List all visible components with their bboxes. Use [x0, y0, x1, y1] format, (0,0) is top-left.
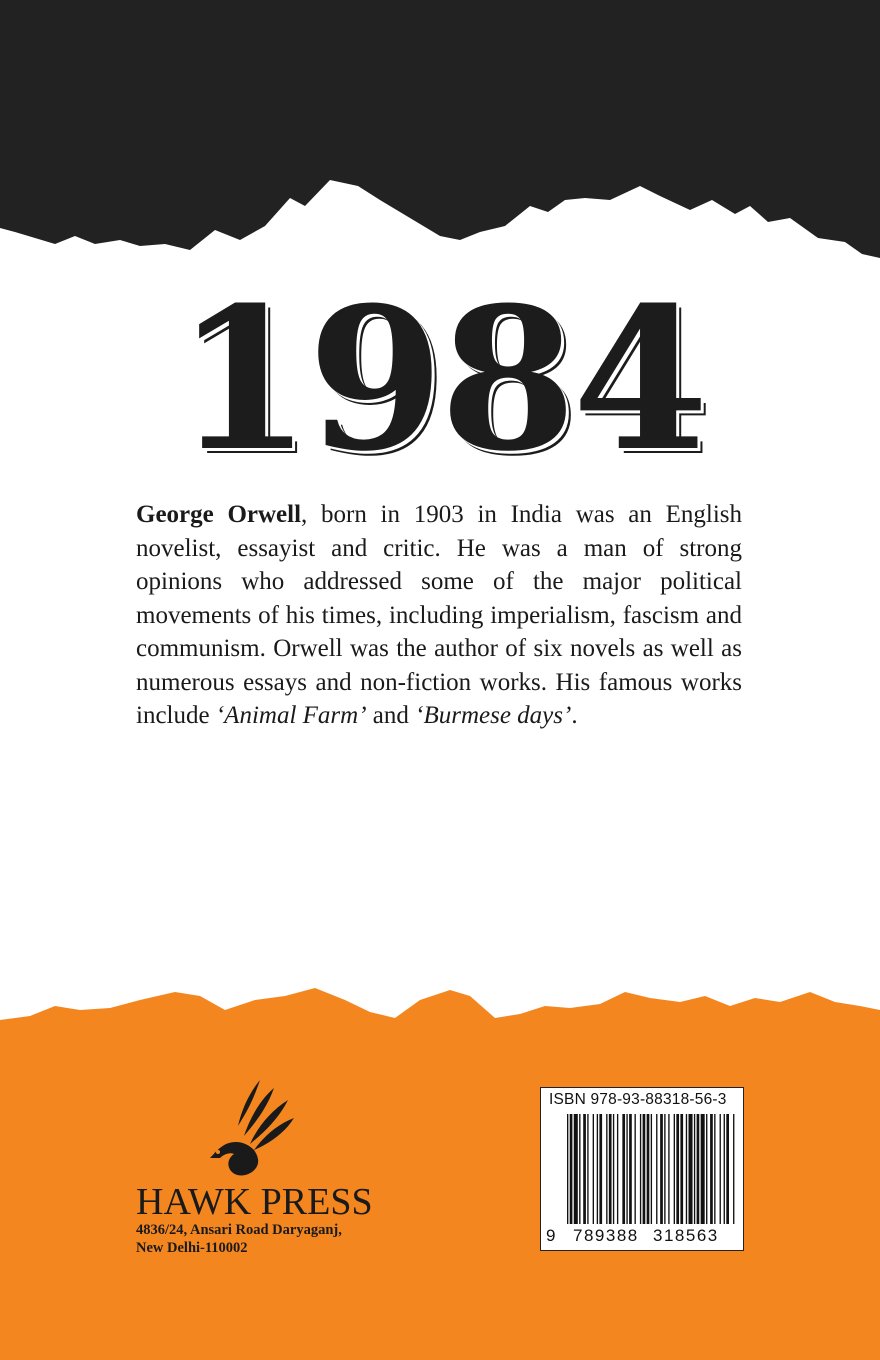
barcode-bar: [635, 1114, 636, 1224]
barcode-bar: [622, 1114, 625, 1224]
barcode-bar: [733, 1114, 734, 1224]
barcode-bar: [599, 1114, 602, 1224]
isbn-label: ISBN 978-93-88318-56-3: [549, 1091, 727, 1108]
bottom-orange-mountain-band: [0, 988, 880, 1360]
barcode-bar: [656, 1114, 657, 1224]
barcode-bar: [570, 1114, 573, 1224]
barcode-bar: [706, 1114, 707, 1224]
barcode-bar: [664, 1114, 665, 1224]
barcode-bar: [629, 1114, 632, 1224]
barcode-bar: [597, 1114, 598, 1224]
blurb-text-1: , born in 1903 in India was an English novelist, essayist and critic. He was a man of strong opinions who addressed some of the major political movements of his times, including imperialism, fascism and communism. Orwell was the author of six novels as well as numerous essays and non-fiction works. His famous works include: [136, 501, 742, 729]
barcode-bar: [720, 1114, 721, 1224]
barcode-bar: [651, 1114, 652, 1224]
barcode-bar: [724, 1114, 725, 1224]
barcode-bar: [583, 1114, 586, 1224]
barcode-bar: [574, 1114, 578, 1224]
barcode-bar: [714, 1114, 715, 1224]
barcode-bar: [660, 1114, 663, 1224]
barcode-bar: [587, 1114, 588, 1224]
book-title: 1984: [175, 265, 705, 495]
barcode-digits-left: 789388: [573, 1226, 639, 1245]
barcode-bar: [567, 1114, 568, 1224]
barcode-bar: [606, 1114, 607, 1224]
publisher-name: HAWK PRESS: [136, 1181, 373, 1223]
work-title-animal-farm: ‘Animal Farm’: [215, 702, 367, 729]
barcode-bar: [593, 1114, 594, 1224]
barcode-bar: [643, 1114, 646, 1224]
publisher-address-line-1: 4836/24, Ansari Road Daryaganj,: [136, 1222, 342, 1238]
barcode-bar: [668, 1114, 669, 1224]
barcode-bar: [689, 1114, 693, 1224]
author-blurb: [136, 498, 742, 733]
barcode-bars: [567, 1114, 737, 1224]
barcode-bar: [686, 1114, 687, 1224]
barcode-bar: [609, 1114, 612, 1224]
barcode-bar: [626, 1114, 627, 1224]
blurb-text-2: and: [366, 702, 416, 729]
barcode-bar: [726, 1114, 729, 1224]
barcode-bar: [676, 1114, 679, 1224]
barcode-bar: [710, 1114, 713, 1224]
barcode-bar: [579, 1114, 580, 1224]
barcode-bar: [617, 1114, 618, 1224]
barcode-bar: [701, 1114, 705, 1224]
publisher-address-line-2: New Delhi-110002: [136, 1240, 248, 1256]
barcode-bar: [694, 1114, 695, 1224]
hawk-icon: [198, 1078, 298, 1188]
author-name: George Orwell: [136, 501, 302, 528]
isbn-barcode: [540, 1087, 744, 1251]
barcode-bar: [697, 1114, 700, 1224]
barcode-bar: [680, 1114, 683, 1224]
work-title-burmese-days: ‘Burmese days’: [415, 702, 572, 729]
barcode-lead-digit: 9: [546, 1226, 556, 1245]
barcode-digits-right: 318563: [653, 1226, 719, 1245]
blurb-text-3: .: [571, 702, 578, 729]
barcode-bar: [613, 1114, 614, 1224]
barcode-bar: [640, 1114, 641, 1224]
barcode-bar: [647, 1114, 650, 1224]
barcode-bar: [674, 1114, 675, 1224]
